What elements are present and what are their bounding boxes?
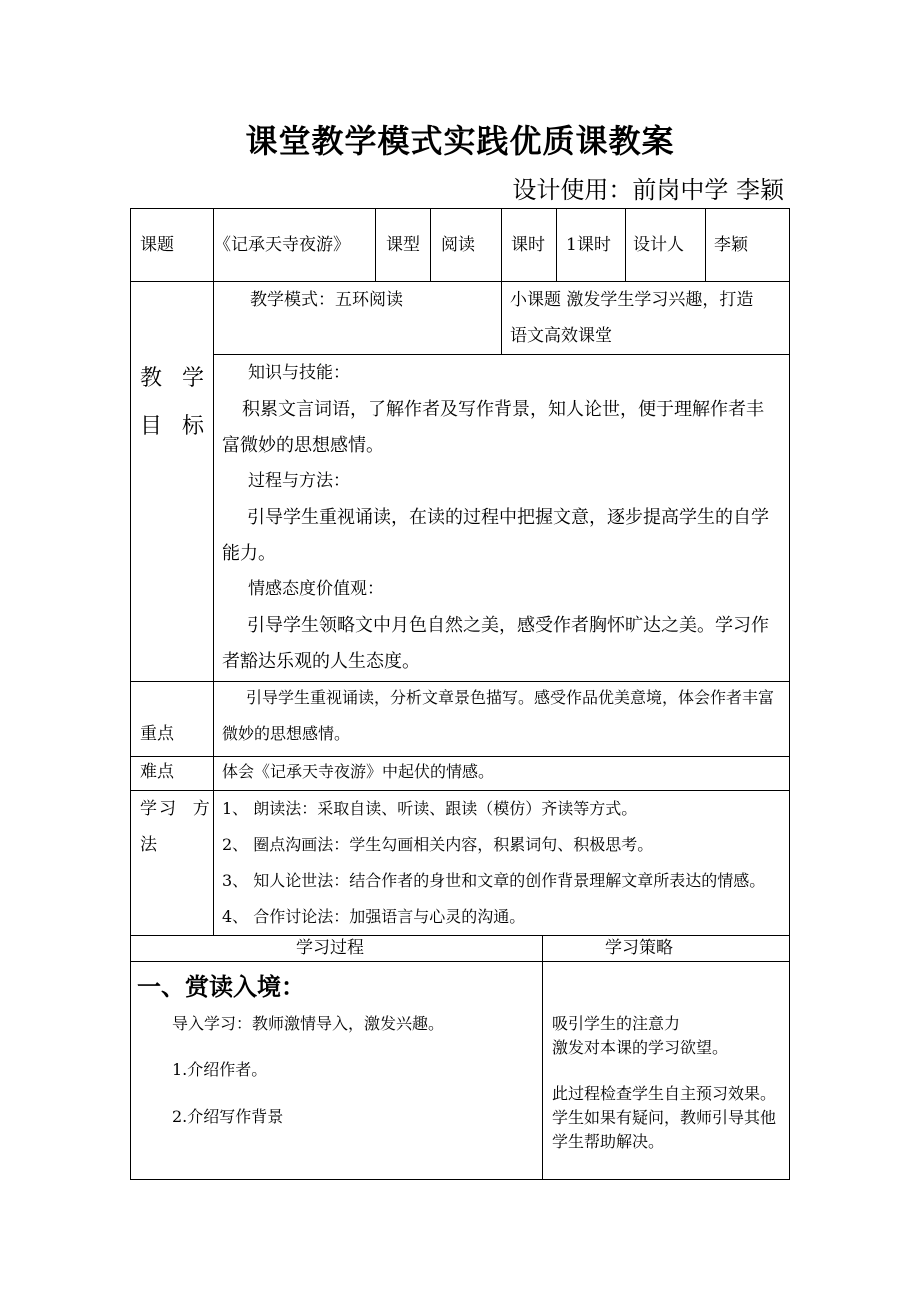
teaching-mode: 教学模式：五环阅读 (250, 290, 403, 310)
type-value: 阅读 (441, 235, 475, 255)
page-title: 课堂教学模式实践优质课教案 (245, 122, 675, 160)
methods-label: 法 (140, 835, 157, 855)
key-points-text: 引导学生重视诵读，分析文章景色描写。感受作品优美意境，体会作者丰富 (246, 688, 775, 707)
topic-value: 《记承天寺夜游》 (214, 235, 350, 255)
strategy-column-header: 学习策略 (605, 938, 673, 958)
topic-label: 课题 (140, 235, 174, 255)
difficulty-label: 难点 (140, 762, 174, 782)
process-step: 1.介绍作者。 (172, 1060, 268, 1079)
table-line (430, 208, 431, 281)
designer-label: 设计人 (633, 235, 684, 255)
page-subtitle: 设计使用：前岗中学 李颖 (512, 176, 784, 204)
designer-value: 李颖 (714, 235, 748, 255)
key-points-text: 微妙的思想感情。 (222, 724, 351, 743)
strategy-text: 学生帮助解决。 (552, 1132, 665, 1151)
table-line (130, 1179, 790, 1180)
difficulty-text: 体会《记承天寺夜游》中起伏的情感。 (222, 762, 495, 781)
hours-label: 课时 (511, 235, 545, 255)
table-line (556, 208, 557, 281)
table-line (130, 961, 790, 962)
method-item: 2、 圈点沟画法：学生勾画相关内容，积累词句、积极思考。 (222, 835, 654, 854)
table-line (130, 208, 790, 209)
table-line (501, 208, 502, 354)
process-step: 2.介绍写作背景 (172, 1107, 284, 1126)
table-line (625, 208, 626, 281)
knowledge-text: 富微妙的思想感情。 (222, 435, 384, 456)
strategy-text: 激发对本课的学习欲望。 (552, 1038, 729, 1057)
table-line (789, 208, 790, 1179)
table-line (542, 935, 543, 1179)
table-line (375, 208, 376, 281)
strategy-text: 吸引学生的注意力 (552, 1014, 681, 1033)
table-line (130, 756, 790, 757)
subtopic-text: 小课题 激发学生学习兴趣，打造 (510, 290, 754, 310)
table-line (705, 208, 706, 281)
knowledge-heading: 知识与技能： (248, 363, 350, 383)
table-line (213, 208, 214, 935)
emotion-text: 者豁达乐观的人生态度。 (222, 651, 420, 672)
process-heading: 过程与方法： (248, 471, 350, 491)
strategy-text: 此过程检查学生自主预习效果。 (552, 1084, 777, 1103)
emotion-text: 引导学生领略文中月色自然之美，感受作者胸怀旷达之美。学习作 (247, 615, 769, 636)
emotion-heading: 情感态度价值观： (248, 579, 384, 599)
knowledge-text: 积累文言词语，了解作者及写作背景，知人论世，便于理解作者丰 (242, 399, 764, 420)
key-points-label: 重点 (140, 724, 174, 744)
section-title: 一、赏读入境： (137, 973, 305, 1001)
objectives-label: 目 标 (140, 414, 206, 439)
process-intro: 导入学习：教师激情导入，激发兴趣。 (172, 1014, 445, 1033)
method-item: 1、 朗读法：采取自读、听读、跟读（模仿）齐读等方式。 (222, 799, 638, 818)
objectives-label: 教 学 (140, 366, 206, 391)
strategy-text: 学生如果有疑问，教师引导其他 (552, 1108, 777, 1127)
table-line (213, 354, 790, 355)
process-text: 引导学生重视诵读，在读的过程中把握文意，逐步提高学生的自学 (247, 507, 769, 528)
methods-label: 学习 方 (140, 799, 212, 819)
table-line (130, 208, 131, 1179)
table-line (130, 935, 790, 936)
subtopic-text: 语文高效课堂 (510, 326, 612, 346)
hours-value: 1课时 (566, 235, 611, 255)
type-label: 课型 (386, 235, 420, 255)
process-column-header: 学习过程 (296, 938, 364, 958)
method-item: 3、 知人论世法：结合作者的身世和文章的创作背景理解文章所表达的情感。 (222, 871, 766, 890)
table-line (130, 790, 790, 791)
process-text: 能力。 (222, 543, 276, 564)
table-line (130, 281, 790, 282)
table-line (130, 681, 790, 682)
method-item: 4、 合作讨论法：加强语言与心灵的沟通。 (222, 907, 526, 926)
